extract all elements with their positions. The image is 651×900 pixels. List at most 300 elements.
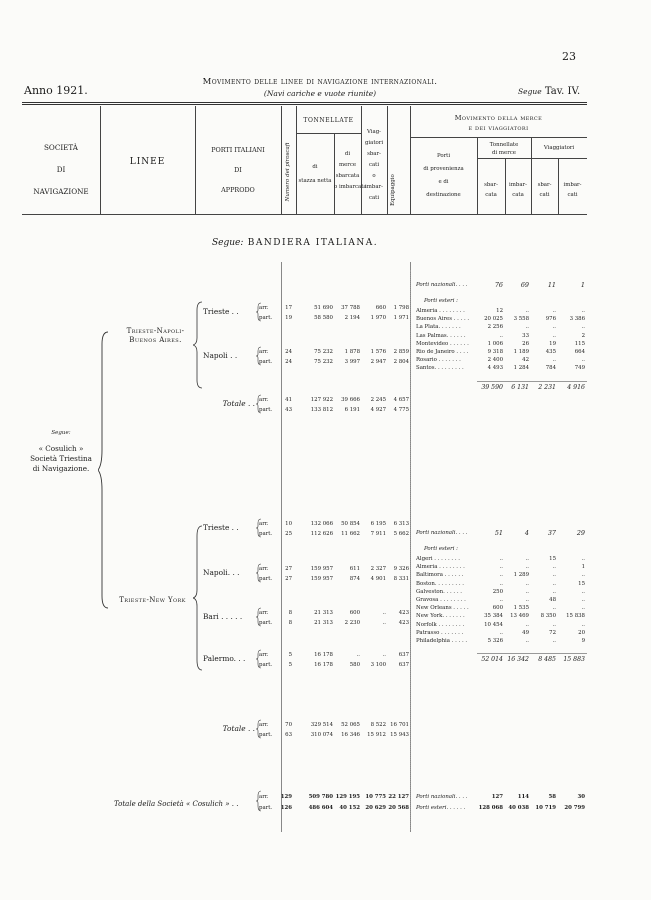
header-text: di <box>312 164 318 170</box>
cell-merce: 2 194 <box>344 315 360 321</box>
company-segue: Segue: <box>51 430 71 436</box>
destination-port: Galveston. . . . . . <box>416 588 462 595</box>
destination-value: 8 350 <box>540 613 556 620</box>
cell-stazza: 58 580 <box>314 315 333 321</box>
header-tonnellate: TONNELLATE <box>303 117 354 124</box>
row-kind: arr. <box>259 652 269 658</box>
destination-port: La Plata. . . . . . . <box>416 324 461 331</box>
cell-stazza: 329 514 <box>310 722 333 728</box>
header-di-stazza <box>296 160 334 188</box>
header-tonnellate-merce <box>477 141 531 157</box>
cell-stazza: 310 074 <box>310 732 333 738</box>
cell-equip: 4 775 <box>393 407 409 413</box>
destination-value: 1 189 <box>513 349 529 355</box>
destination-port: Patrasso . . . . . . . <box>416 629 464 636</box>
cell-n: 10 <box>285 521 292 527</box>
destination-port: Almeria . . . . . . . . <box>416 308 465 314</box>
header-text: Viag- <box>366 129 381 135</box>
header-text: NAVIGAZIONE <box>33 187 89 196</box>
cell-equip: 16 701 <box>390 722 409 728</box>
line-name-text: Buenos Aires. <box>129 336 182 344</box>
destination-value: .. <box>552 564 556 571</box>
cell-n: 27 <box>285 566 292 572</box>
porti-esteri-label: Porti esteri : <box>424 298 458 304</box>
cell-equip: 1 798 <box>393 305 409 311</box>
destination-total: 15 883 <box>563 656 585 664</box>
destination-value: 19 <box>549 340 556 347</box>
cell-merce: 16 346 <box>341 732 360 738</box>
cell-n: 24 <box>285 359 292 365</box>
cell-stazza: 112 626 <box>310 531 333 537</box>
destination-total: 52 014 <box>481 656 503 664</box>
destination-value: 1 284 <box>513 365 529 372</box>
line1-name <box>108 327 203 345</box>
destination-value: .. <box>552 324 556 331</box>
destination-port: Baltimora . . . . . . <box>416 572 464 579</box>
cell-viagg: .. <box>382 652 386 658</box>
destination-value: 3 386 <box>569 316 585 323</box>
cell-merce: 50 854 <box>341 521 360 527</box>
header-equipaggio: Equipaggio <box>390 174 396 206</box>
destination-port: New Orleans . . . . . <box>416 605 469 612</box>
page-subtitle: (Navi cariche e vuote riunite) <box>263 89 377 98</box>
destination-value: .. <box>581 572 585 579</box>
destination-value: .. <box>552 580 556 587</box>
header-sbarcata <box>477 180 505 200</box>
cell-equip: 1 971 <box>393 315 409 321</box>
header-text: e dei viaggiatori <box>468 124 529 132</box>
cell-stazza: 21 313 <box>314 620 333 626</box>
destination-value: 12 <box>496 308 503 314</box>
destination-value: 1 289 <box>513 572 529 579</box>
port-name: Totale . . <box>222 724 255 733</box>
line2-name: Trieste-New York <box>119 596 186 604</box>
destination-value: 2 400 <box>487 357 503 364</box>
header-text: APPRODO <box>221 186 255 194</box>
header-text: Movimento della merce <box>454 114 543 122</box>
header-di-merce <box>334 149 367 193</box>
total-viagg: 10 775 <box>365 794 386 800</box>
destination-value: 4 493 <box>487 365 503 372</box>
cell-equip: 637 <box>398 662 409 668</box>
total-porti-label: Porti nazionali. . . . <box>416 794 468 800</box>
destination-port: Almeria . . . . . . . . <box>416 564 465 571</box>
destination-port: Montevideo . . . . . . <box>416 340 469 347</box>
nazionali-value: 51 <box>494 529 503 537</box>
cell-stazza: 75 232 <box>314 359 333 365</box>
line2-brace <box>193 524 203 672</box>
cell-equip: 423 <box>398 620 409 626</box>
destination-port: Philadelphia . . . . . <box>416 638 468 644</box>
company-name <box>18 444 104 474</box>
cell-n: 5 <box>288 652 292 658</box>
destination-total: 39 590 <box>481 383 503 391</box>
destination-value: 72 <box>549 629 556 636</box>
cell-viagg: 660 <box>375 305 386 311</box>
cell-stazza: 133 812 <box>310 407 333 413</box>
destination-value: .. <box>581 357 585 364</box>
destination-value: .. <box>552 308 556 314</box>
header-text: cata <box>512 192 524 198</box>
cell-viagg: .. <box>382 620 386 626</box>
cell-n: 70 <box>285 722 292 728</box>
destination-value: 5 326 <box>487 638 503 644</box>
cell-equip: 637 <box>398 652 409 658</box>
row-kind: arr. <box>259 566 269 572</box>
destination-value: 784 <box>545 365 556 372</box>
row-kind: part. <box>259 407 273 413</box>
cell-equip: 15 943 <box>390 732 409 738</box>
destination-value: .. <box>552 332 556 339</box>
total-destination-value: 10 719 <box>535 805 556 811</box>
total-equip: 22 127 <box>388 794 409 800</box>
total-destination-value: 40 038 <box>508 805 529 811</box>
cell-stazza: 16 178 <box>314 662 333 668</box>
cell-n: 41 <box>285 397 292 403</box>
destination-port: New York. . . . . . . <box>416 613 465 620</box>
cell-merce: 52 065 <box>341 722 360 728</box>
destination-port: Las Palmas. . . . . . <box>416 332 466 339</box>
port-name: Trieste . . <box>203 523 239 532</box>
destination-value: 115 <box>574 340 585 347</box>
cell-merce: 11 662 <box>341 531 360 537</box>
header-text: destinazione <box>426 192 461 198</box>
header-text: imbar- <box>563 182 582 188</box>
total-merce: 40 152 <box>339 805 360 811</box>
destination-port: Buenos Aires . . . . . <box>416 316 470 323</box>
header-text: merce <box>338 162 357 168</box>
destination-value: 3 558 <box>513 316 529 323</box>
header-imbarcata <box>505 180 531 200</box>
header-viaggiatori <box>361 127 387 204</box>
row-kind: arr. <box>259 722 269 728</box>
destination-value: 9 318 <box>487 349 503 355</box>
destination-value: .. <box>525 621 529 628</box>
cell-equip: 2 859 <box>393 349 409 355</box>
cell-equip: 4 657 <box>393 397 409 403</box>
porti-nazionali-label: Porti nazionali. . . . <box>416 530 468 536</box>
header-bottom-rule <box>22 214 587 215</box>
destination-value: .. <box>581 621 585 628</box>
row-kind: arr. <box>259 521 269 527</box>
cell-merce: 600 <box>349 610 360 616</box>
header-text: sbar- <box>484 182 498 188</box>
cell-equip: 2 804 <box>393 359 409 365</box>
header-text: e di <box>438 179 449 185</box>
line1-brace <box>193 300 203 390</box>
destination-value: .. <box>525 556 529 562</box>
year-label: Anno 1921. <box>24 84 88 97</box>
total-destination-value: 114 <box>517 794 529 800</box>
header-text: Tonnellate <box>489 142 519 148</box>
total-equip: 20 568 <box>388 805 409 811</box>
cell-equip: 8 331 <box>393 576 409 582</box>
destination-value: 2 256 <box>487 324 503 331</box>
row-kind: part. <box>259 620 273 626</box>
cell-n: 5 <box>288 662 292 668</box>
cell-stazza: 75 232 <box>314 349 333 355</box>
destination-value: 20 025 <box>484 316 503 323</box>
destination-value: 49 <box>522 629 529 636</box>
total-viagg: 20 629 <box>365 805 386 811</box>
company-line: di Navigazione. <box>32 464 90 473</box>
header-text: o imbarcata <box>334 184 367 190</box>
cell-equip: 6 313 <box>393 521 409 527</box>
table-ref <box>518 86 580 97</box>
destination-value: 15 <box>578 580 585 587</box>
section-title-prefix: Segue: <box>212 238 244 248</box>
nazionali-value: 11 <box>547 281 556 289</box>
destination-value: .. <box>525 638 529 644</box>
destination-value: 2 <box>581 332 585 339</box>
header-text: giatori <box>364 140 384 146</box>
destination-value: .. <box>552 638 556 644</box>
port-name: Napoli. . . <box>203 568 240 577</box>
header-subrule <box>477 158 587 159</box>
col-divider <box>281 262 282 832</box>
header-subrule <box>296 133 361 134</box>
cell-n: 63 <box>285 732 292 738</box>
total-n: 126 <box>280 805 292 811</box>
row-kind: arr. <box>259 794 269 800</box>
cell-stazza: 132 066 <box>310 521 333 527</box>
destination-value: .. <box>581 597 585 603</box>
cell-stazza: 16 178 <box>314 652 333 658</box>
cell-viagg: 2 327 <box>370 566 386 572</box>
table-ref-prefix: Segue <box>518 87 542 96</box>
port-name: Napoli . . <box>203 351 238 360</box>
destination-value: .. <box>525 580 529 587</box>
row-kind: arr. <box>259 349 269 355</box>
header-linee: LINEE <box>129 157 166 167</box>
destination-value: 15 <box>549 556 556 562</box>
row-kind: arr. <box>259 397 269 403</box>
company-line: Società Triestina <box>30 454 92 463</box>
destination-total: 8 485 <box>538 656 556 664</box>
header-text: sbar- <box>537 182 552 188</box>
header-viaggiatori-sub: Viaggiatori <box>543 145 575 151</box>
nazionali-value: 69 <box>520 281 529 289</box>
destination-value: .. <box>499 332 503 339</box>
header-numero-piroscafi: Numero dei piroscafi <box>285 142 291 202</box>
cell-viagg: 15 912 <box>367 732 386 738</box>
cell-n: 19 <box>285 315 292 321</box>
cell-merce: 580 <box>349 662 360 668</box>
cell-viagg: 1 970 <box>370 315 386 321</box>
col-divider <box>387 106 388 214</box>
destination-value: 1 006 <box>487 340 503 347</box>
total-destination-value: 58 <box>548 794 556 800</box>
destination-value: 9 <box>581 638 585 644</box>
cell-merce: 611 <box>349 566 360 572</box>
destination-value: 250 <box>492 588 503 595</box>
col-divider <box>410 270 411 830</box>
total-merce: 129 195 <box>335 794 360 800</box>
cell-viagg: 1 576 <box>370 349 386 355</box>
cell-n: 8 <box>288 620 292 626</box>
header-text: imbar- <box>365 184 383 190</box>
cell-viagg: 4 901 <box>370 576 386 582</box>
section-title-text: BANDIERA ITALIANA. <box>247 238 379 248</box>
destination-value: .. <box>552 572 556 579</box>
header-text: stazza netta <box>298 178 332 184</box>
header-text: cata <box>485 192 497 198</box>
header-text: o <box>372 173 376 179</box>
destination-value: .. <box>552 588 556 595</box>
destination-total: 6 131 <box>511 383 529 391</box>
header-text: cati <box>567 192 578 198</box>
row-kind: part. <box>259 662 273 668</box>
cell-n: 8 <box>288 610 292 616</box>
destination-total: 16 342 <box>507 656 529 664</box>
total-n: 129 <box>280 794 292 800</box>
port-name: Bari . . . . . <box>203 612 243 621</box>
table-ref-label: Tav. IV. <box>544 86 581 97</box>
col-divider <box>281 106 282 214</box>
header-text: cati <box>368 195 380 201</box>
destination-value: .. <box>499 597 503 603</box>
destination-value: .. <box>525 324 529 331</box>
header-text: di <box>344 151 351 157</box>
header-text: sbarcata <box>335 173 360 179</box>
port-name: Trieste . . <box>203 307 239 316</box>
destination-value: .. <box>581 605 585 612</box>
line-name-text: Trieste-Napoli- <box>126 327 185 335</box>
total-destination-value: 30 <box>577 794 585 800</box>
header-top-rule <box>22 102 587 105</box>
destination-value: .. <box>499 564 503 571</box>
destination-value: .. <box>552 621 556 628</box>
destination-value: 20 <box>578 629 585 636</box>
destination-value: .. <box>552 605 556 612</box>
header-movimento <box>410 113 587 133</box>
company-line: « Cosulich » <box>38 444 84 453</box>
cell-merce: 874 <box>349 576 360 582</box>
cell-stazza: 127 922 <box>310 397 333 403</box>
destination-value: 42 <box>522 357 529 364</box>
row-kind: part. <box>259 576 273 582</box>
cell-viagg: 2 245 <box>370 397 386 403</box>
destination-value: 35 384 <box>484 613 503 620</box>
destination-value: .. <box>581 556 585 562</box>
total-porti-label: Porti esteri. . . . . . <box>416 805 466 811</box>
destination-value: .. <box>581 308 585 314</box>
cell-equip: 9 326 <box>393 566 409 572</box>
destination-value: .. <box>525 564 529 571</box>
cell-n: 17 <box>285 305 292 311</box>
cell-viagg: 3 100 <box>370 662 386 668</box>
header-societa <box>22 137 100 203</box>
nazionali-value: 76 <box>494 281 503 289</box>
cell-viagg: 2 947 <box>370 359 386 365</box>
cell-merce: 39 666 <box>341 397 360 403</box>
destination-value: .. <box>552 357 556 364</box>
company-total-label: Totale della Società « Cosulich » . . <box>114 800 239 808</box>
total-rule <box>477 381 587 382</box>
destination-port: Rosario . . . . . . . <box>416 357 461 364</box>
row-kind: part. <box>259 805 273 811</box>
destination-value: 10 454 <box>484 621 503 628</box>
page-title: Movimento delle linee di navigazione internazionali. <box>202 77 438 87</box>
cell-n: 24 <box>285 349 292 355</box>
destination-value: 664 <box>574 349 585 355</box>
company-brace <box>98 330 110 610</box>
destination-value: .. <box>525 588 529 595</box>
cell-stazza: 51 690 <box>314 305 333 311</box>
porti-esteri-label: Porti esteri : <box>424 546 458 552</box>
total-stazza: 509 780 <box>308 794 333 800</box>
header-text: DI <box>56 165 66 174</box>
total-destination-value: 127 <box>491 794 503 800</box>
cell-merce: 3 997 <box>344 359 360 365</box>
destination-value: .. <box>499 556 503 562</box>
destination-total: 2 231 <box>538 383 556 391</box>
destination-value: .. <box>525 308 529 314</box>
cell-viagg: 7 911 <box>370 531 386 537</box>
cell-merce: .. <box>356 652 360 658</box>
port-name: Totale . . <box>222 399 255 408</box>
cell-stazza: 21 313 <box>314 610 333 616</box>
header-subrule <box>410 137 587 138</box>
destination-port: Algeri . . . . . . . . <box>416 556 460 562</box>
row-kind: arr. <box>259 305 269 311</box>
porti-nazionali-label: Porti nazionali. . . . <box>416 282 468 288</box>
nazionali-value: 29 <box>576 529 585 537</box>
port-name: Palermo. . . <box>203 654 246 663</box>
header-imbarcati <box>558 180 587 200</box>
cell-equip: 423 <box>398 610 409 616</box>
row-kind: part. <box>259 732 273 738</box>
cell-viagg: 6 195 <box>370 521 386 527</box>
header-text: sbar- <box>367 151 381 157</box>
header-text: di merce <box>492 150 516 156</box>
cell-merce: 37 788 <box>341 305 360 311</box>
destination-value: 1 <box>581 564 585 571</box>
header-text: cati <box>539 192 550 198</box>
destination-port: Santos. . . . . . . . . <box>416 365 464 372</box>
row-kind: part. <box>259 359 273 365</box>
cell-stazza: 159 957 <box>310 576 333 582</box>
cell-merce: 1 878 <box>344 349 360 355</box>
destination-value: 600 <box>492 605 503 612</box>
row-kind: part. <box>259 531 273 537</box>
destination-value: 26 <box>522 340 529 347</box>
destination-value: .. <box>581 324 585 331</box>
header-text: SOCIETÀ <box>44 143 78 152</box>
header-text: Porti <box>436 153 451 159</box>
destination-value: .. <box>525 597 529 603</box>
total-destination-value: 128 068 <box>478 805 503 811</box>
cell-n: 27 <box>285 576 292 582</box>
header-text: cati <box>368 162 380 168</box>
destination-value: 13 469 <box>510 613 529 620</box>
cell-n: 25 <box>285 531 292 537</box>
destination-port: Boston. . . . . . . . . <box>416 580 464 587</box>
destination-value: 15 838 <box>566 613 585 620</box>
header-text: DI <box>234 166 242 174</box>
cell-merce: 6 191 <box>344 407 360 413</box>
destination-total: 4 916 <box>567 383 585 391</box>
total-stazza: 486 604 <box>308 805 333 811</box>
row-kind: arr. <box>259 610 269 616</box>
nazionali-value: 37 <box>547 529 556 537</box>
destination-port: Gravosa . . . . . . . . <box>416 597 466 603</box>
destination-value: 1 535 <box>513 605 529 612</box>
total-rule <box>477 653 587 654</box>
header-text: imbar- <box>509 182 527 188</box>
row-kind: part. <box>259 315 273 321</box>
cell-n: 43 <box>285 407 292 413</box>
